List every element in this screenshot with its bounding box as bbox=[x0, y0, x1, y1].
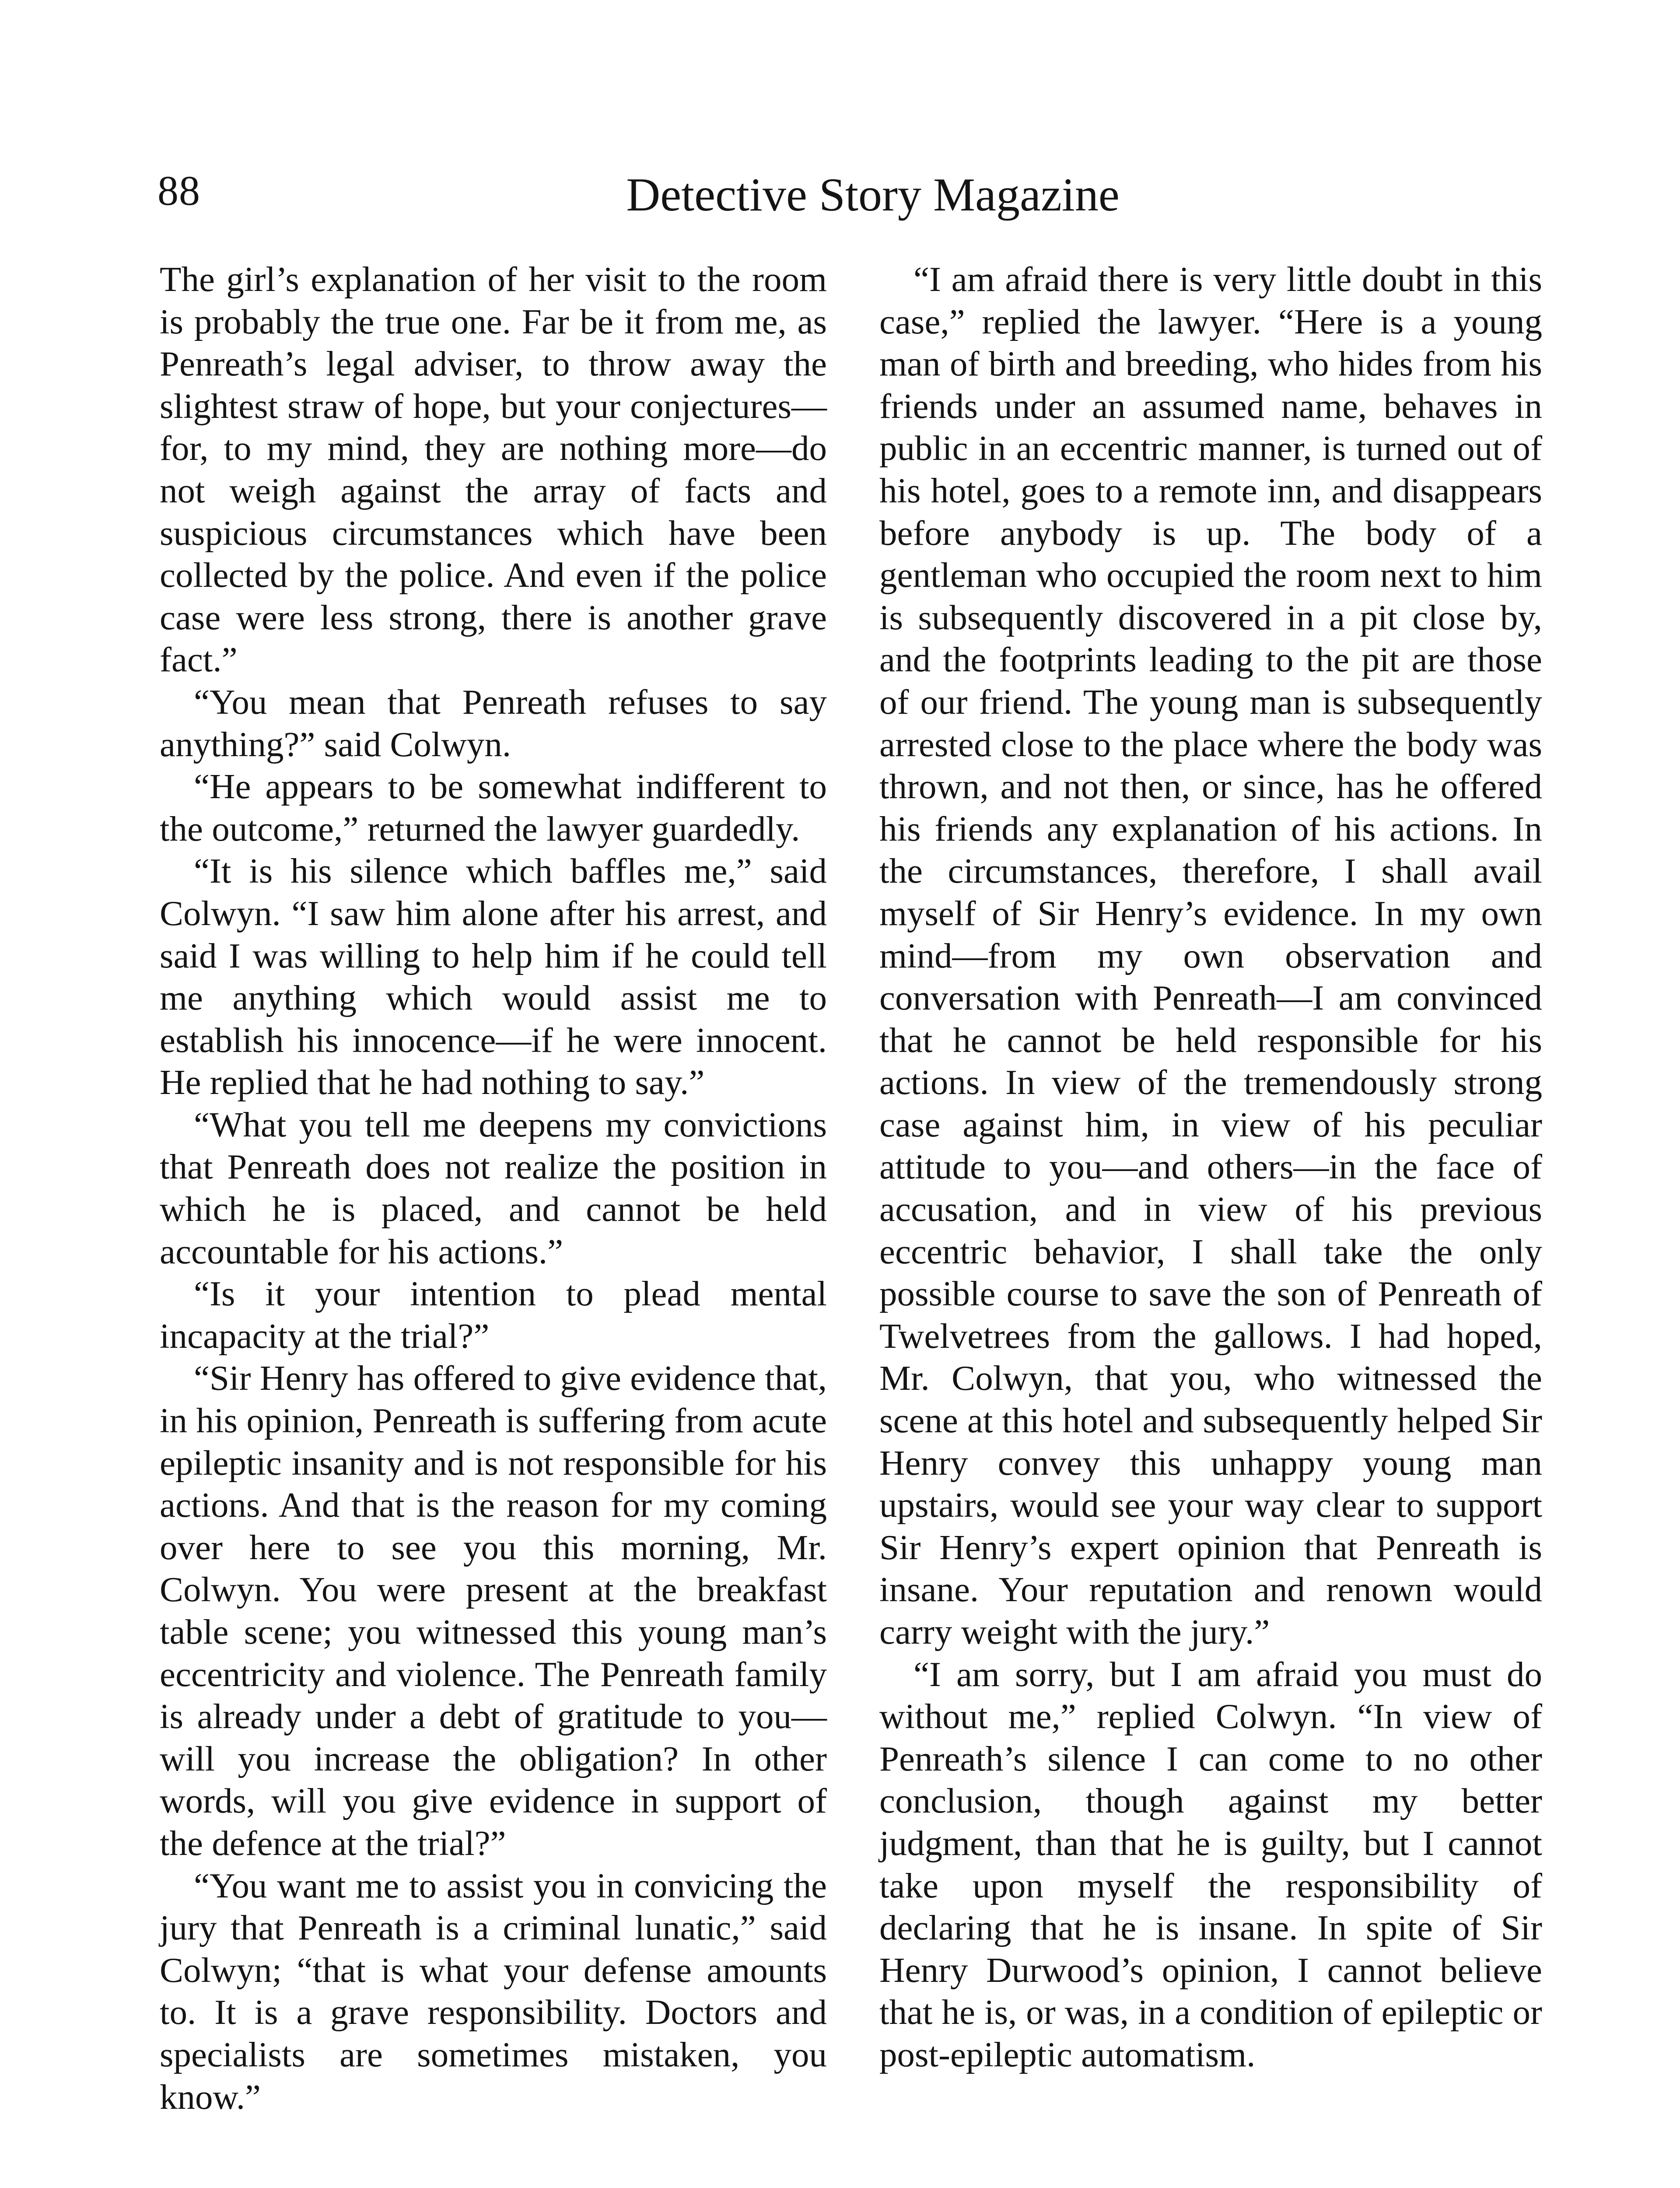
magazine-title: Detective Story Magazine bbox=[626, 169, 1120, 221]
paragraph: “You mean that Penreath refuses to say anything?” said Colwyn. bbox=[160, 682, 827, 764]
paragraph: The girl’s explanation of her visit to the room is probably the true one. Far be it from me, as Penreath’s legal adviser, to throw away the slightest straw of hope, but your conjectures—for, to my mind, they are nothing more—do not weigh against the array of facts and suspicious circumstances which have been collected by the police. And even if the police case were less strong, there is another grave fact.” bbox=[160, 259, 827, 680]
left-column bbox=[160, 258, 827, 2118]
paragraph: “What you tell me deepens my convictions that Penreath does not realize the position in which he is placed, and cannot be held accountable for his actions.” bbox=[160, 1105, 827, 1271]
paragraph: “Sir Henry has offered to give evidence that, in his opinion, Penreath is suffering from acute epileptic insanity and is not responsible for his actions. And that is the reason for my coming over here to see you this morning, Mr. Colwyn. You were present at the breakfast table scene; you witnessed this young man’s eccentricity and violence. The Penreath family is already under a debt of gratitude to you—will you increase the obligation? In other words, will you give evidence in support of the defence at the trial?” bbox=[160, 1358, 827, 1863]
page-number: 88 bbox=[158, 167, 200, 214]
paragraph: “It is his silence which baffles me,” said Colwyn. “I saw him alone after his arrest, and said I was willing to help him if he could tell me anything which would assist me to establish his innocence—if he were innocent. He replied that he had nothing to say.” bbox=[160, 851, 827, 1102]
paragraph: “I am sorry, but I am afraid you must do without me,” replied Colwyn. “In view of Penreath’s silence I can come to no other conclusion, though against my better judgment, than that he is guilty, but I cannot take upon myself the responsibility of declaring that he is insane. In spite of Sir Henry Durwood’s opinion, I cannot believe that he is, or was, in a condition of epileptic or post-epileptic automatism. bbox=[879, 1654, 1542, 2074]
right-column bbox=[879, 258, 1542, 2076]
paragraph: “I am afraid there is very little doubt in this case,” replied the lawyer. “Here is a young man of birth and breeding, who hides from his friends under an assumed name, behaves in public in an eccentric manner, is turned out of his hotel, goes to a remote inn, and disappears before anybody is up. The body of a gentleman who occupied the room next to him is subsequently discovered in a pit close by, and the footprints leading to the pit are those of our friend. The young man is subsequently arrested close to the place where the body was thrown, and not then, or since, has he offered his friends any explanation of his actions. In the circumstances, therefore, I shall avail myself of Sir Henry’s evidence. In my own mind—from my own observation and conversation with Penreath—I am convinced that he cannot be held responsible for his actions. In view of the tremendously strong case against him, in view of his peculiar attitude to you—and others—in the face of accusation, and in view of his previous eccentric behavior, I shall take the only possible course to save the son of Penreath of Twelvetrees from the gallows. I had hoped, Mr. Colwyn, that you, who witnessed the scene at this hotel and subsequently helped Sir Henry convey this unhappy young man upstairs, would see your way clear to support Sir Henry’s expert opinion that Penreath is insane. Your reputation and renown would carry weight with the jury.” bbox=[879, 259, 1542, 1652]
paragraph: “He appears to be somewhat indifferent to the outcome,” returned the lawyer guardedly. bbox=[160, 767, 827, 849]
paragraph: “You want me to assist you in convicing the jury that Penreath is a criminal lunatic,” said Colwyn; “that is what your defense amounts to. It is a grave responsibility. Doctors and specialists are sometimes mistaken, you know.” bbox=[160, 1865, 827, 2117]
paragraph: “Is it your intention to plead mental incapacity at the trial?” bbox=[160, 1274, 827, 1356]
